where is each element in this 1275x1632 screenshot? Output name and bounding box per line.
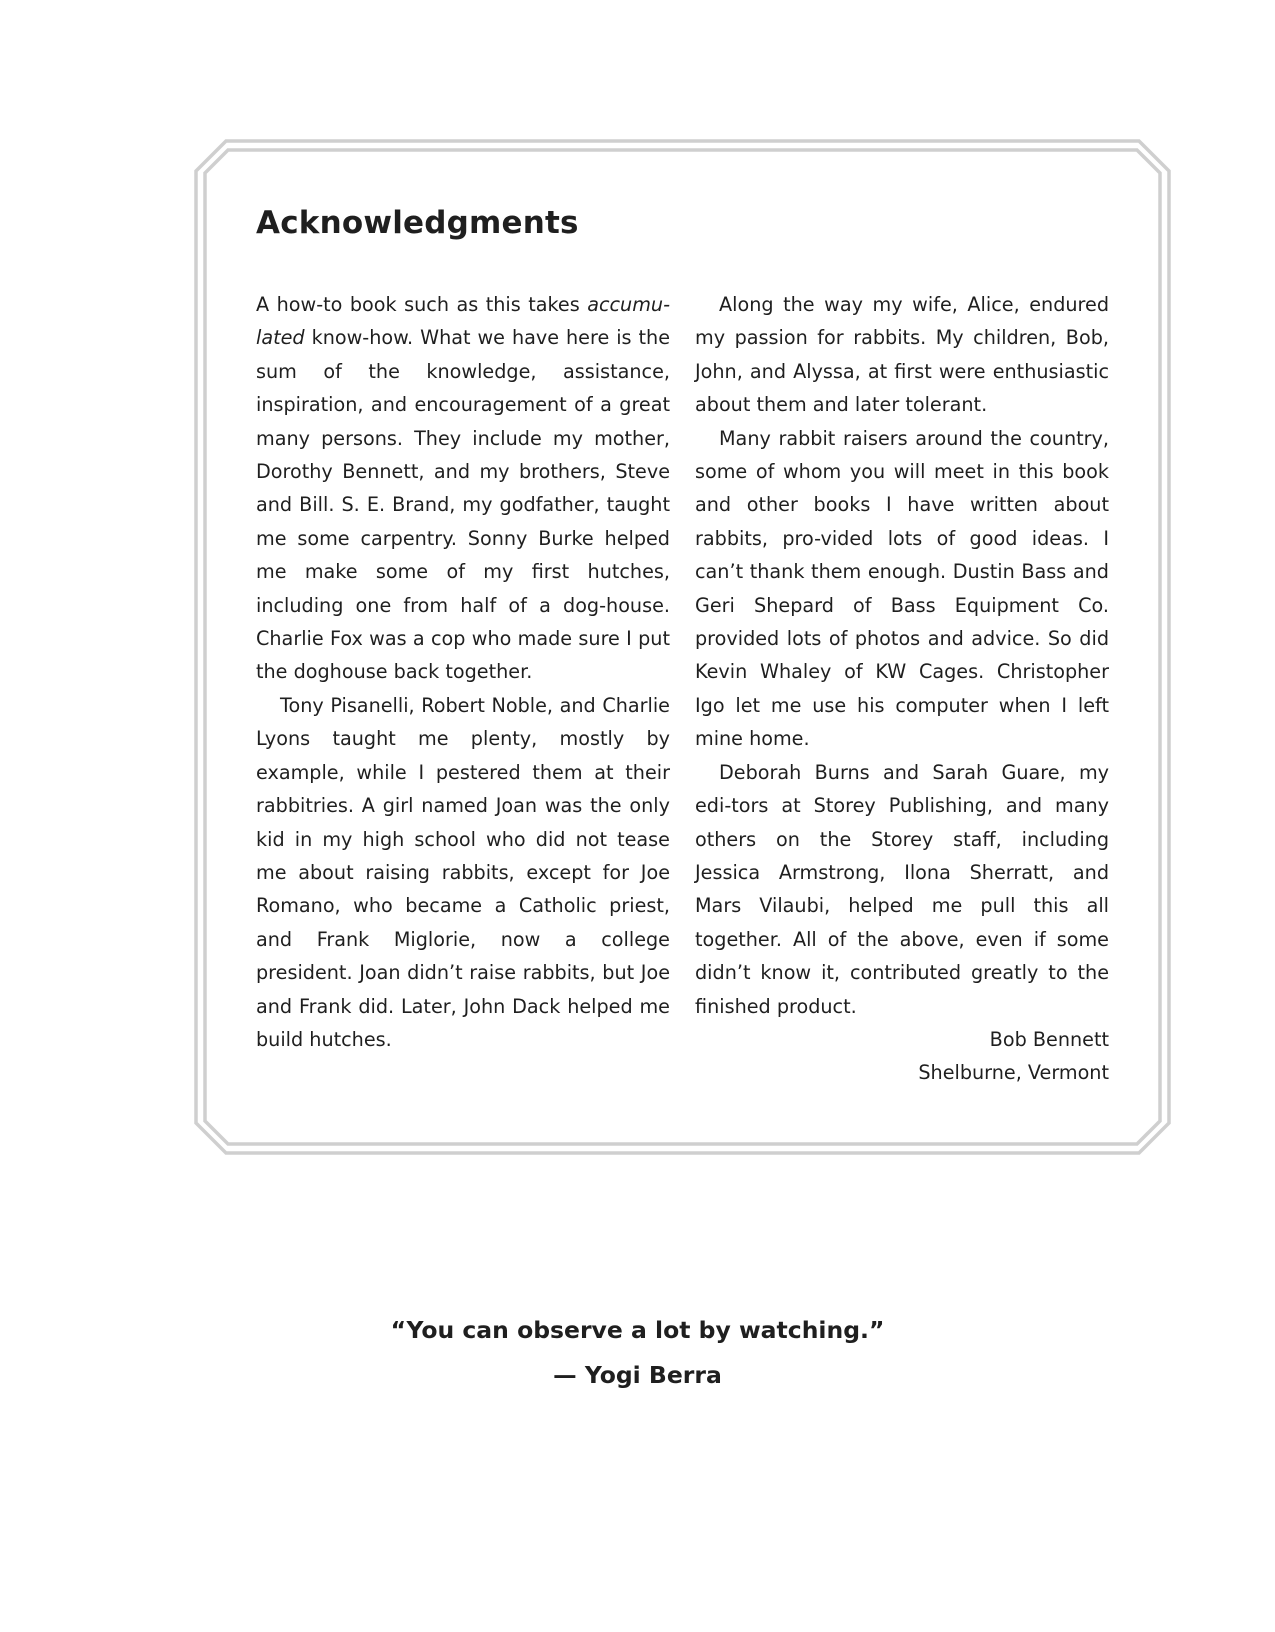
author-name: Bob Bennett [989,1027,1109,1051]
signature-block [695,1023,1109,1090]
right-column [695,288,1109,1090]
epigraph-quote [0,1308,1275,1398]
paragraph-text: know-how. What we have here is the sum of the knowledge, assistance, inspiration, and encouragement of a great many persons. They include my mother, Dorothy Bennett, and my brothers, Steve and Bill. S. E. Brand, my godfather, taught me some carpentry. Sonny Burke helped me make some of my first hutches, including one from half of a dog-house. Charlie Fox was a cop who made sure I put the doghouse back together. [256,326,670,684]
page-title: Acknowledgments [256,205,579,241]
acknowledgments-section [256,205,1109,1085]
quote-author: — Yogi Berra [553,1361,722,1389]
paragraph: Tony Pisanelli, Robert Noble, and Charlie Lyons taught me plenty, mostly by example, while I pestered them at their rabbitries. A girl named Joan was the only kid in my high school who did not tease me about raising rabbits, except for Joe Romano, who became a Catholic priest, and Frank Miglorie, now a college president. Joan didn’t raise rabbits, but Joe and Frank did. Later, John Dack helped me build hutches. [256,693,670,1051]
quote-text: “You can observe a lot by watching.” [390,1316,885,1344]
paragraph: Deborah Burns and Sarah Guare, my edi-tors at Storey Publishing, and many others on the Storey staff, including Jessica Armstrong, Ilona Sherratt, and Mars Vilaubi, helped me pull this all together. All of the above, even if some didn’t know it, contributed greatly to the finished product. [695,760,1109,1018]
paragraph [256,288,670,689]
emphasis-text: accumu-lated [256,293,670,350]
author-location: Shelburne, Vermont [918,1061,1109,1085]
paragraph: Many rabbit raisers around the country, some of whom you will meet in this book and other books I have written about rabbits, pro-vided lots of good ideas. I can’t thank them enough. Dustin Bass and Geri Shepard of Bass Equipment Co. provided lots of photos and advice. So did Kevin Whaley of KW Cages. Christopher Igo let me use his computer when I left mine home. [695,426,1109,751]
paragraph-text: A how-to book such as this takes [256,293,588,316]
left-column [256,288,670,1056]
paragraph: Along the way my wife, Alice, endured my passion for rabbits. My children, Bob, John, and Alyssa, at first were enthusiastic about them and later tolerant. [695,293,1109,417]
